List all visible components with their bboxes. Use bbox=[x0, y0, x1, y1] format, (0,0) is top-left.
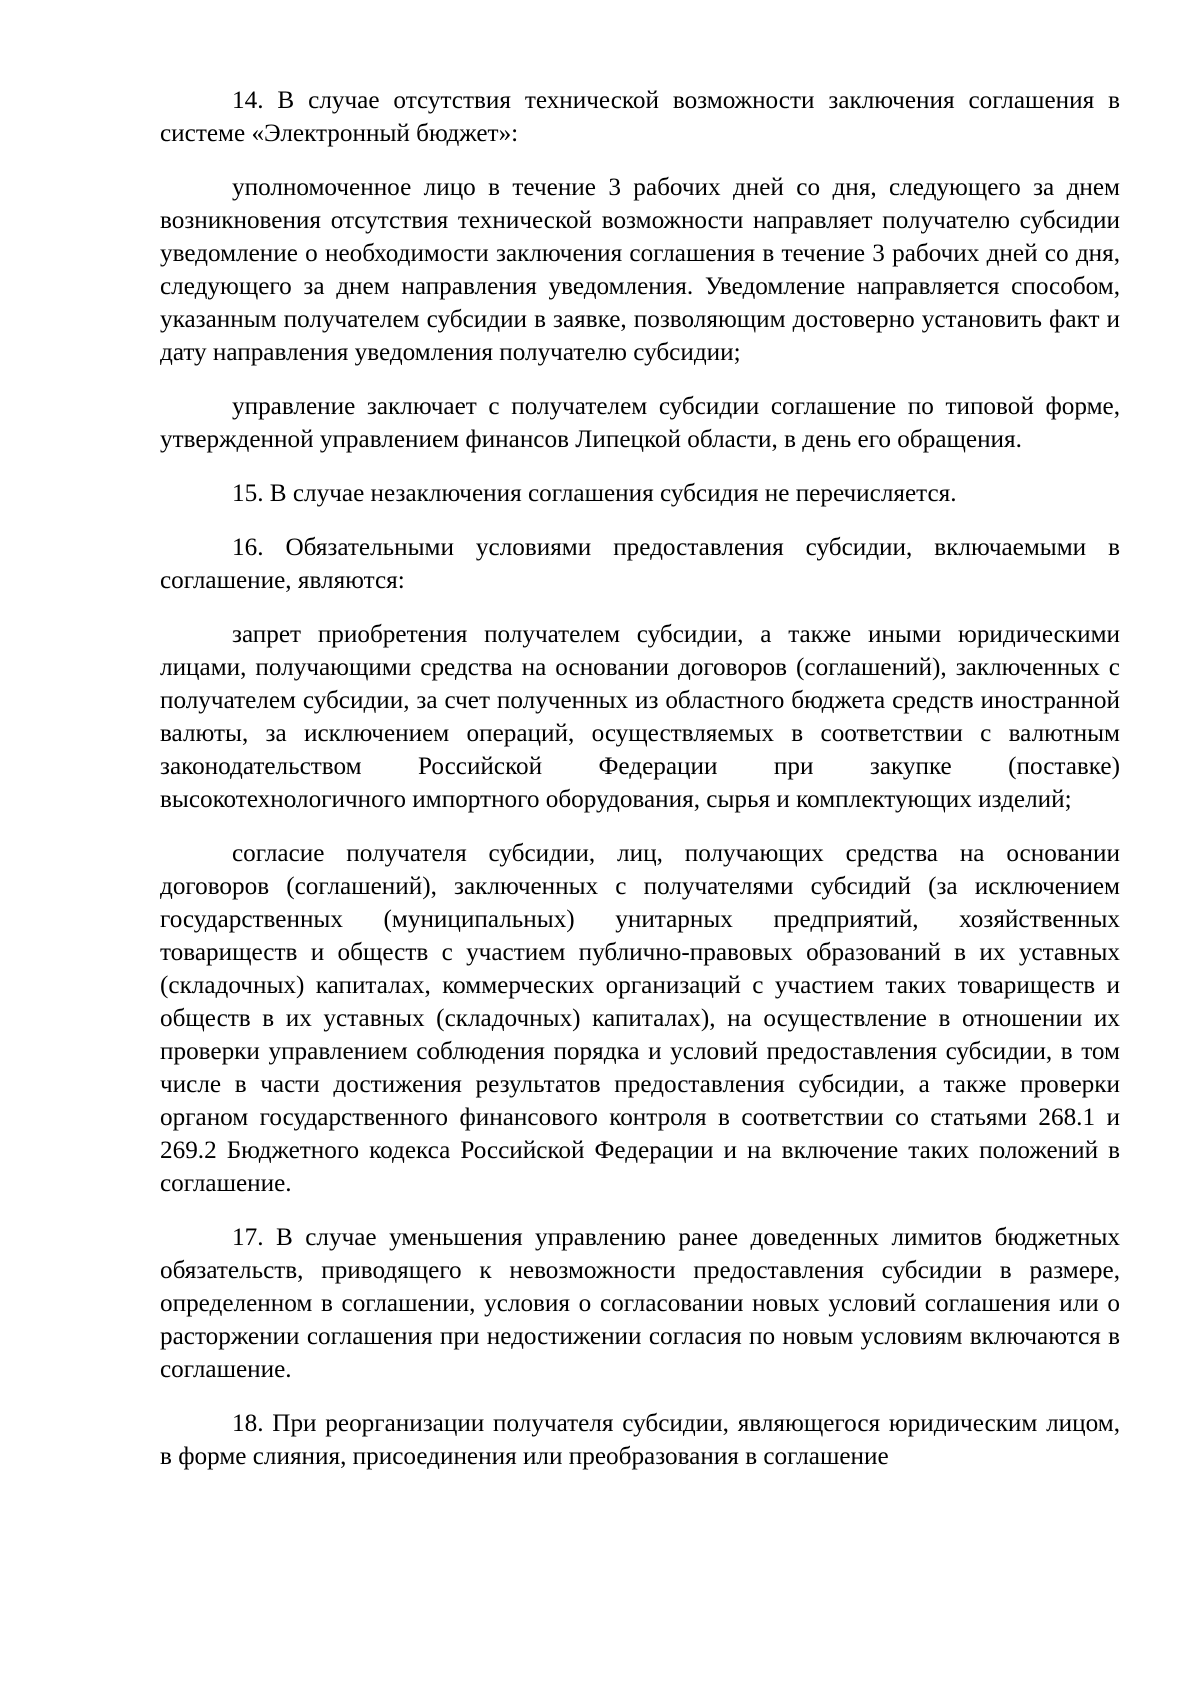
paragraph-18: 18. При реорганизации получателя субсидии, являющегося юридическим лицом, в форме слияния, присоединения или преобразования в соглашение bbox=[160, 1410, 1120, 1470]
paragraph-16: 16. Обязательными условиями предоставления субсидии, включаемыми в соглашение, являются: bbox=[160, 534, 1120, 594]
paragraph-16-prohibition: запрет приобретения получателем субсидии, а также иными юридическими лицами, получающими средства на основании договоров (соглашений), заключенных с получателем субсидии, за счет полученных из областного бюджета средств иностранной валюты, за исключением операций, осуществляемых в соответствии с валютным законодательством Российской Федерации при закупке (поставке) высокотехнологичного импортного оборудования, сырья и комплектующих изделий; bbox=[160, 621, 1120, 813]
paragraph-14-notice: уполномоченное лицо в течение 3 рабочих дней со дня, следующего за днем возникновения отсутствия технической возможности направляет получателю субсидии уведомление о необходимости заключения соглашения в течение 3 рабочих дней со дня, следующего за днем направления уведомления. Уведомление направляется способом, указанным получателем субсидии в заявке, позволяющим достоверно установить факт и дату направления уведомления получателю субсидии; bbox=[160, 174, 1120, 366]
paragraph-14-agreement: управление заключает с получателем субсидии соглашение по типовой форме, утвержденной управлением финансов Липецкой области, в день его обращения. bbox=[160, 393, 1120, 453]
paragraph-14: 14. В случае отсутствия технической возможности заключения соглашения в системе «Электронный бюджет»: bbox=[160, 87, 1120, 147]
paragraph-16-consent: согласие получателя субсидии, лиц, получающих средства на основании договоров (соглашений), заключенных с получателями субсидий (за исключением государственных (муниципальных) унитарных предприятий, хозяйственных товариществ и обществ с участием публично-правовых образований в их уставных (складочных) капиталах, коммерческих организаций с участием таких товариществ и обществ в их уставных (складочных) капиталах), на осуществление в отношении их проверки управлением соблюдения порядка и условий предоставления субсидии, в том числе в части достижения результатов предоставления субсидии, а также проверки органом государственного финансового контроля в соответствии со статьями 268.1 и 269.2 Бюджетного кодекса Российской Федерации и на включение таких положений в соглашение. bbox=[160, 840, 1120, 1197]
paragraph-17: 17. В случае уменьшения управлению ранее доведенных лимитов бюджетных обязательств, приводящего к невозможности предоставления субсидии в размере, определенном в соглашении, условия о согласовании новых условий соглашения или о расторжении соглашения при недостижении согласия по новым условиям включаются в соглашение. bbox=[160, 1224, 1120, 1383]
paragraph-15: 15. В случае незаключения соглашения субсидия не перечисляется. bbox=[232, 480, 957, 507]
